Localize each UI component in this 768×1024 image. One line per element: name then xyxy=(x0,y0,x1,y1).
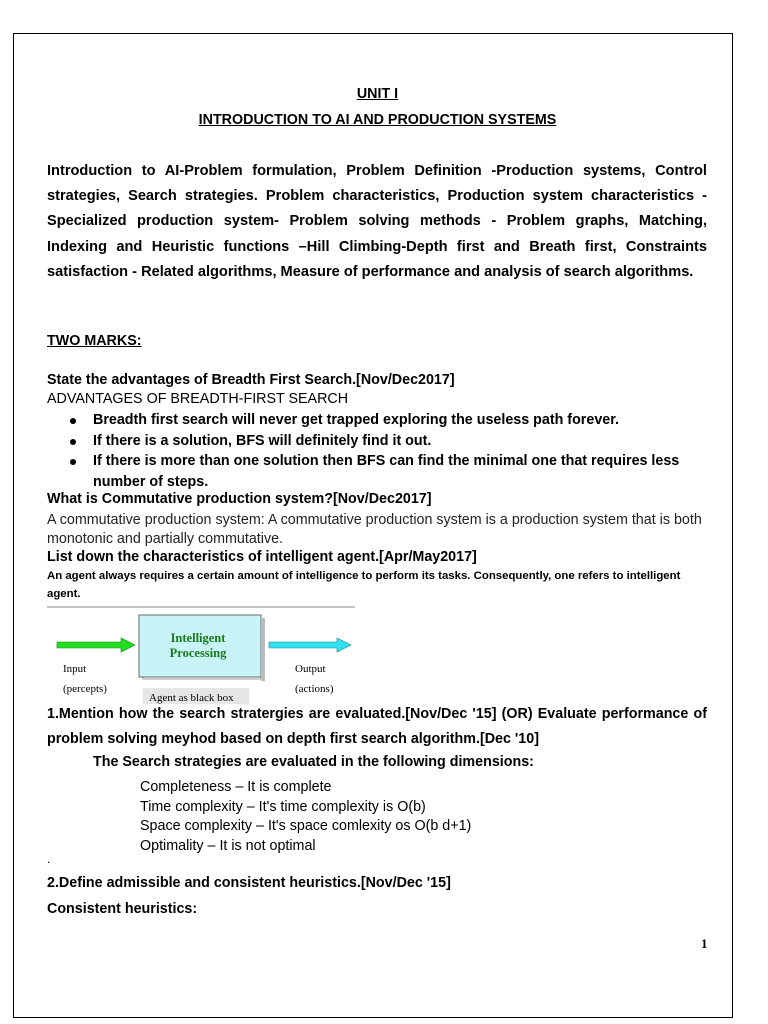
main-title: INTRODUCTION TO AI AND PRODUCTION SYSTEMS xyxy=(198,112,557,128)
bullet-icon xyxy=(70,418,76,424)
list-item-text: Breadth first search will never get trapped exploring the useless path forever. xyxy=(93,412,619,428)
box-label-line2: Processing xyxy=(169,646,227,660)
box-label-line1: Intelligent xyxy=(170,631,226,645)
dimension-completeness: Completeness – It is complete xyxy=(140,779,332,795)
bullet-icon xyxy=(70,459,76,465)
evaluation-dimensions xyxy=(140,778,471,856)
stray-period: . xyxy=(47,852,51,866)
evaluation-lead: The Search strategies are evaluated in the following dimensions: xyxy=(93,754,534,770)
commutative-system-answer: A commutative production system: A commutative production system is a production system that is both monotonic and partially commutative. xyxy=(47,512,702,547)
figure-caption: Agent as black box xyxy=(149,692,234,704)
agent-black-box-figure xyxy=(45,604,365,706)
list-item-text: If there is more than one solution then BFS can find the minimal one that requires less number of steps. xyxy=(93,453,680,490)
question-intelligent-agent: List down the characteristics of intelligent agent.[Apr/May2017] xyxy=(47,549,477,565)
output-arrow-icon xyxy=(269,638,351,652)
question-bfs-advantages: State the advantages of Breadth First Search.[Nov/Dec2017] xyxy=(47,372,455,388)
two-marks-heading: TWO MARKS: xyxy=(47,333,142,349)
unit-title: UNIT I xyxy=(356,86,399,102)
page-number: 1 xyxy=(701,936,708,951)
output-label: Output xyxy=(295,663,326,675)
dimension-space-complexity: Space complexity – It's space comlexity os O(b d+1) xyxy=(140,818,472,834)
question-heuristics: 2.Define admissible and consistent heuristics.[Nov/Dec '15] xyxy=(47,875,451,891)
intelligent-agent-answer: An agent always requires a certain amount of intelligence to perform its tasks. Consequently, one refers to intelligent agent. xyxy=(47,570,681,600)
list-item xyxy=(62,451,708,492)
box-shadow-edge xyxy=(261,618,265,681)
bullet-icon xyxy=(70,439,76,445)
list-item-text: If there is a solution, BFS will definitely find it out. xyxy=(93,432,432,449)
input-arrow-icon xyxy=(57,638,135,652)
output-sublabel: (actions) xyxy=(295,683,334,695)
bfs-advantages-subheading: ADVANTAGES OF BREADTH-FIRST SEARCH xyxy=(47,391,349,407)
question-search-evaluation: 1.Mention how the search stratergies are evaluated.[Nov/Dec '15] (OR) Evaluate performance of problem solving meyhod based on depth first search algorithm.[Dec '10] xyxy=(47,706,707,747)
question-commutative-system: What is Commutative production system?[Nov/Dec2017] xyxy=(47,491,432,507)
list-item xyxy=(62,410,708,431)
bfs-advantages-list xyxy=(62,410,708,492)
intro-paragraph: Introduction to AI-Problem formulation, Problem Definition -Production systems, Control strategies, Search strategies. Problem characteristics, Production system characteristics -Specialized production system- Problem solving methods - Problem graphs, Matching, Indexing and Heuristic functions –Hill Climbing-Depth first and Breath first, Constraints satisfaction - Related algorithms, Measure of performance and analysis of search algorithms. xyxy=(47,163,707,280)
consistent-heuristics-heading: Consistent heuristics: xyxy=(47,901,198,917)
dimension-optimality: Optimality – It is not optimal xyxy=(140,837,316,854)
input-label: Input xyxy=(63,663,87,675)
input-sublabel: (percepts) xyxy=(63,683,107,695)
list-item xyxy=(62,431,708,452)
dimension-time-complexity: Time complexity – It's time complexity is O(b) xyxy=(140,798,426,815)
